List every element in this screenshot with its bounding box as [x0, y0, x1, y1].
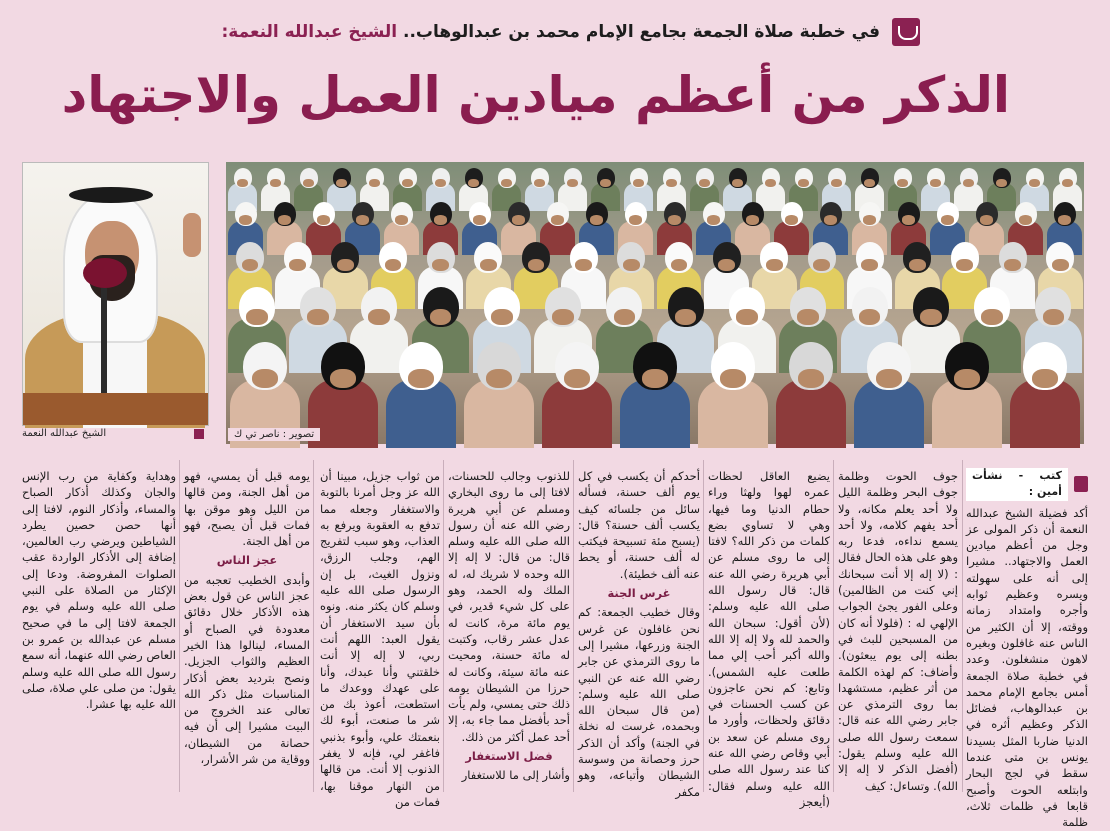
column-text: وهداية وكفاية من رب الإنس والجان وكذلك أذكار الصباح والمساء، وأذكار النوم، لافتا إلى أنها حصن حصين يطرد الشياطين ويرضي رب العالمين، إضافة إلى الأذكار الواردة عقب الصلوات المفروضة. ودعا إلى الإكثار من الصلاة على النبي صلى الله عليه وسلم في يوم الجمعة لافتا إلى ما في صحيح مسلم عن عبدالله بن عمرو بن العاص رضي الله عنهما، أنه سمع رسول الله صلى الله عليه وسلم يقول: من صلى علي صلاة، صلى الله عليه بها عشرا.	[22, 469, 176, 712]
column-text: من ثواب جزيل، مبينا أن الله عز وجل أمرنا بالتوبة والاستغفار وجعله مما تدفع به العقوبة ويرفع به العذاب، وهو سبب لتفريج الهم، وجلب الرزق، ونزول الغيث، بل إن الرسول صلى الله عليه وسلم كان يكثر منه. ونوه بأن سيد الاستغفار أن يقول العبد: اللهم أنت ربي، لا إله إلا أنت خلقتني وأنا عبدك، وأنا على عهدك ووعدك ما استطعت، أعوذ بك من شر ما صنعت، أبوء لك بنعمتك علي، وأبوء بذنبي فاغفر لي، فإنه لا يغفر الذنوب إلا أنت. من قالها من النهار موقنا بها، فمات من	[320, 469, 440, 809]
worshipper-figure	[698, 342, 768, 448]
kicker-part-1: في خطبة صلاة الجمعة بجامع الإمام محمد بن عبدالوهاب..	[403, 22, 880, 42]
subheading: فضل الاستغفار	[465, 749, 553, 764]
subheading: عجز الناس	[216, 553, 278, 568]
crowd-row	[226, 342, 1084, 448]
caption-square-icon	[194, 429, 204, 439]
sheikh-caption: الشيخ عبدالله النعمة	[22, 428, 107, 439]
article-column-6	[320, 468, 440, 809]
column-text: أكد فضيلة الشيخ عبدالله النعمة أن ذكر المولى عز وجل من أعظم ميادين العمل والاجتهاد.. مشيرا إلى أنه على سهولته ويسره وعظيم ثوابه وأجره وامتداد زمانه ووقته، إلا أن الكثير من الناس عنه غافلون وبغيره لاهون منشغلون. وعدد في خطبة صلاة الجمعة أمس بجامع الإمام محمد بن عبدالوهاب، فضائل الذكر وعظيم أثره في الدنيا ضاربا المثل بسيدنا يونس بن متى عندما سقط في لجج البحار وابتلعه الحوت وأصبح قابعا في ظلمات ثلاث، ظلمة	[966, 505, 1088, 830]
agal-shape	[69, 187, 153, 203]
article-column-4	[578, 468, 700, 799]
crowd-photo	[226, 162, 1084, 444]
column-text: يومه قبل أن يمسي، فهو من أهل الجنة، ومن قالها من الليل وهو موقن بها فمات قبل أن يصبح، فهو من أهل الجنة.	[184, 469, 310, 549]
byline-box	[966, 468, 1088, 501]
column-text: وقال خطيب الجمعة: كم نحن غافلون عن غرس الجنة وزرعها، مشيرا إلى ما روى الترمذي عن جابر رضي الله عنه عن النبي صلى الله عليه وسلم: (من قال سبحان الله وبحمده، غرست له نخلة في الجنة) وأكد أن الذكر حرز وحصانة من وسوسة الشيطان وأتباعه، وهو مكفر	[578, 605, 700, 799]
worshipper-figure	[1010, 342, 1080, 448]
column-text: وأبدى الخطيب تعجبه من عجز الناس عن قول بعض هذه الأذكار خلال دقائق معدودة في الصباح أو المساء، لينالوا هذا الخير العظيم والثواب الجزيل. ونصح بترديد بعض أذكار المناسبات مثل ذكر الله تعالى عند الخروج من البيت مشيرا إلى أن فيه حصانة من الشيطان، ووقاية من شر الأشرار،	[184, 572, 310, 767]
raised-hand-shape	[183, 213, 201, 257]
column-rule	[703, 460, 704, 792]
worshipper-figure	[464, 342, 534, 448]
worshipper-figure	[854, 342, 924, 448]
subheading: غرس الجنة	[607, 586, 671, 601]
photo-credit: تصوير : ناصر تي ك	[228, 428, 320, 441]
column-text: وأشار إلى ما للاستغفار	[461, 768, 570, 783]
column-text: أحدكم أن يكسب في كل يوم ألف حسنة، فسأله سائل من جلسائه كيف يكسب ألف حسنة؟ قال: (يسبح مئة تسبيحة فيكتب له ألف حسنة، أو يحط عنه ألف خطيئة).	[578, 469, 700, 581]
column-rule	[573, 460, 574, 792]
podium-shape	[23, 393, 208, 425]
column-text: يضيع العاقل لحظات عمره لهوا ولهثا وراء حطام الدنيا وما فيها، وهي لا تساوي بضع كلمات من ذكر الله؟ لافتا إلى ما روى مسلم عن أبي هريرة رضي الله عنه قال: قال رسول الله صلى الله عليه وسلم: (لأن أقول: سبحان الله والحمد لله ولا إله إلا الله والله أكبر أحب إلي مما طلعت عليه الشمس). وتابع: كم نحن عاجزون عن كسب الحسنات في دقائق ولحظات، وأورد ما روى مسلم عن سعد بن أبي وقاص رضي الله عنه كنا عند رسول الله صلى الله عليه وسلم فقال: (أيعجز	[708, 469, 830, 809]
column-text: جوف الحوت وظلمة جوف البحر وظلمة الليل ولا أحد يعلم مكانه، ولا أحد يفهم كلامه، ولا أحد يسمع نداءه، فدعا ربه وهو على هذه الحال فقال : (لا إله إلا أنت سبحانك إني كنت من الظالمين) وعلى الفور يجئ الجواب الإلهي له : (فلولا أنه كان من المسبحين للبث في بطنه إلى يوم يبعثون). وأضاف: كم لهذه الكلمة من أثر عظيم، مستشهدا بما روى الترمذي عن جابر رضي الله عنه قال: سمعت رسول الله صلى الله عليه وسلم يقول: (أفضل الذكر لا إله إلا الله). وتساءل: كيف	[838, 469, 958, 793]
kicker-part-2: الشيخ عبدالله النعمة:	[221, 22, 398, 42]
worshipper-figure	[776, 342, 846, 448]
worshipper-figure	[386, 342, 456, 448]
article-column-8	[22, 468, 176, 792]
byline: كتب - نشأت أمين :	[966, 468, 1068, 501]
section-logo-icon	[892, 18, 920, 46]
microphone-icon	[83, 258, 127, 288]
worshipper-figure	[932, 342, 1002, 448]
article-column-5	[448, 468, 570, 792]
mic-stand-shape	[101, 288, 107, 398]
kicker	[221, 22, 880, 42]
column-rule	[179, 460, 180, 792]
article-column-2	[838, 468, 958, 792]
article-column-3	[708, 468, 830, 809]
headline: الذكر من أعظم ميادين العمل والاجتهاد	[61, 66, 1010, 124]
column-rule	[443, 460, 444, 792]
article-column-7	[184, 468, 310, 792]
byline-icon	[1074, 476, 1088, 492]
sheikh-photo	[22, 162, 209, 426]
worshipper-figure	[542, 342, 612, 448]
column-rule	[833, 460, 834, 792]
column-rule	[962, 460, 963, 792]
worshipper-figure	[620, 342, 690, 448]
column-rule	[313, 460, 314, 792]
article-column-1	[966, 468, 1088, 830]
column-text: للذنوب وجالب للحسنات، لافتا إلى ما روى البخاري ومسلم عن أبي هريرة رضي الله عنه أن رسول الله صلى الله عليه وسلم قال: من قال: لا إله إلا الله وحده لا شريك له، له الملك وله الحمد، وهو على كل شيء قدير، في يوم مائة مرة، كانت له عدل عشر رقاب، وكتبت له مائة حسنة، ومحيت عنه مائة سيئة، وكانت له حرزا من الشيطان يومه ذلك حتى يمسي، ولم يأت أحد بأفضل مما جاء به، إلا أحد عمل أكثر من ذلك.	[448, 469, 570, 744]
